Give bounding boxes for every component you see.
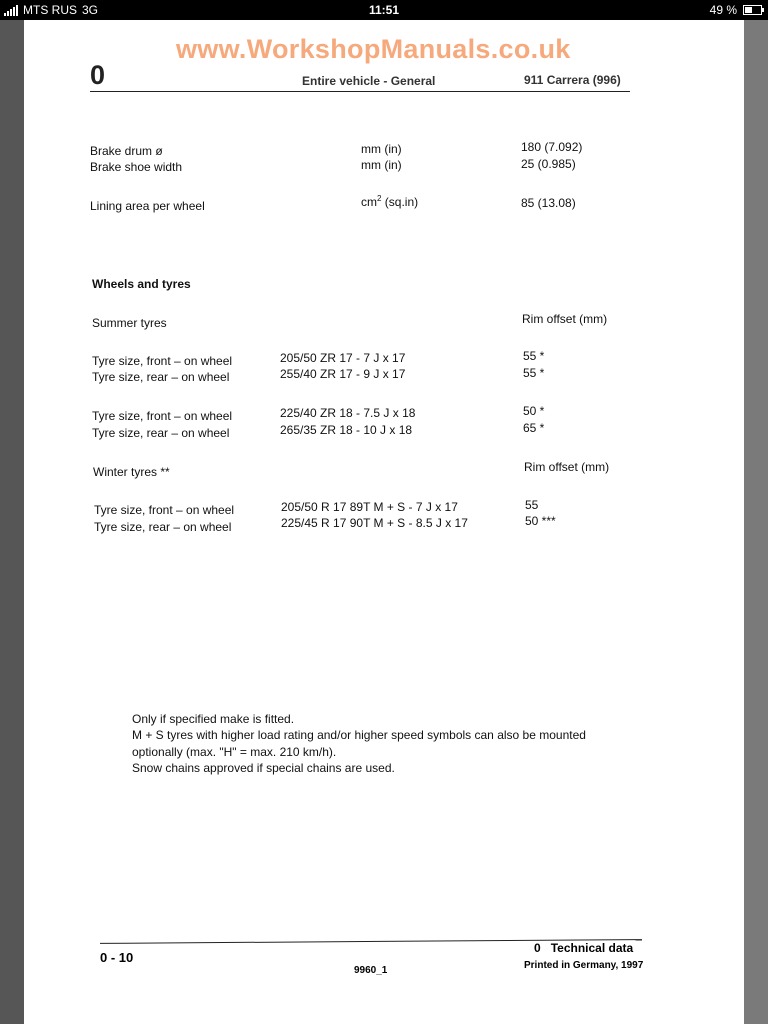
table-row-offset: 55 *	[523, 366, 545, 380]
table-row-size: 255/40 ZR 17 - 9 J x 17	[280, 367, 406, 381]
status-bar	[0, 0, 768, 20]
table-row-size: 205/50 ZR 17 - 7 J x 17	[280, 351, 406, 365]
table-row-label: Tyre size, rear – on wheel	[92, 426, 230, 440]
brake-shoe-value: 25 (0.985)	[521, 157, 576, 171]
right-margin	[744, 20, 768, 1024]
footer-code: 9960_1	[354, 965, 388, 976]
table-row-label: Tyre size, front – on wheel	[92, 409, 233, 423]
table-row-label: Tyre size, rear – on wheel	[92, 370, 230, 384]
page-number: 0 - 10	[100, 950, 134, 965]
carrier-name: MTS RUS	[23, 3, 77, 17]
document-page[interactable]	[24, 20, 744, 1024]
clock: 11:51	[368, 3, 400, 17]
brake-shoe-unit: mm (in)	[361, 158, 402, 172]
battery-icon	[743, 5, 762, 15]
brake-drum-unit: mm (in)	[361, 142, 402, 156]
chapter-number: 0	[90, 60, 106, 90]
lining-area-unit: $cm^2$ (sq.in)	[361, 194, 419, 209]
summer-tyres-label: Summer tyres	[92, 316, 167, 330]
footer-section: 0 Technical data	[534, 941, 634, 955]
section-heading: Wheels and tyres	[92, 277, 191, 291]
table-row-size: 265/35 ZR 18 - 10 J x 18	[280, 423, 413, 437]
brake-shoe-label: Brake shoe width	[90, 160, 183, 174]
note-line: Only if specified make is fitted.	[132, 712, 295, 726]
network-type: 3G	[82, 3, 99, 17]
brake-drum-value: 180 (7.092)	[521, 140, 583, 154]
table-row-offset: 65 *	[523, 421, 545, 435]
battery-percent: 49 %	[709, 3, 737, 17]
table-row-label: Tyre size, rear – on wheel	[94, 520, 232, 534]
note-line: optionally (max. "H" = max. 210 km/h).	[132, 745, 337, 759]
footer-printed: Printed in Germany, 1997	[524, 960, 644, 971]
watermark: www.WorkshopManuals.co.uk	[176, 34, 571, 64]
note-line: Snow chains approved if special chains are used.	[132, 761, 395, 775]
rim-offset-label: Rim offset (mm)	[522, 312, 608, 326]
table-row-label: Tyre size, front – on wheel	[92, 354, 233, 368]
left-margin	[0, 20, 24, 1024]
table-row-offset: 50 ***	[525, 514, 556, 528]
table-row-size: 225/40 ZR 18 - 7.5 J x 18	[280, 406, 416, 420]
table-row-label: Tyre size, front – on wheel	[94, 503, 235, 517]
table-row-offset: 50 *	[523, 404, 545, 418]
winter-rim-offset-label: Rim offset (mm)	[524, 460, 610, 474]
header-subtitle: Entire vehicle - General	[302, 74, 436, 88]
lining-area-label: Lining area per wheel	[90, 199, 205, 213]
header-rule	[90, 91, 630, 92]
header-model: 911 Carrera (996)	[524, 73, 621, 87]
lining-area-value: 85 (13.08)	[521, 196, 576, 210]
table-row-size: 225/45 R 17 90T M + S - 8.5 J x 17	[281, 516, 468, 530]
winter-tyres-label: Winter tyres **	[93, 465, 170, 479]
table-row-size: 205/50 R 17 89T M + S - 7 J x 17	[281, 500, 458, 514]
brake-drum-label: Brake drum ø	[90, 144, 163, 158]
table-row-offset: 55	[525, 498, 539, 512]
table-row-offset: 55 *	[523, 349, 545, 363]
note-line: M + S tyres with higher load rating and/or higher speed symbols can also be mounted	[132, 728, 586, 742]
